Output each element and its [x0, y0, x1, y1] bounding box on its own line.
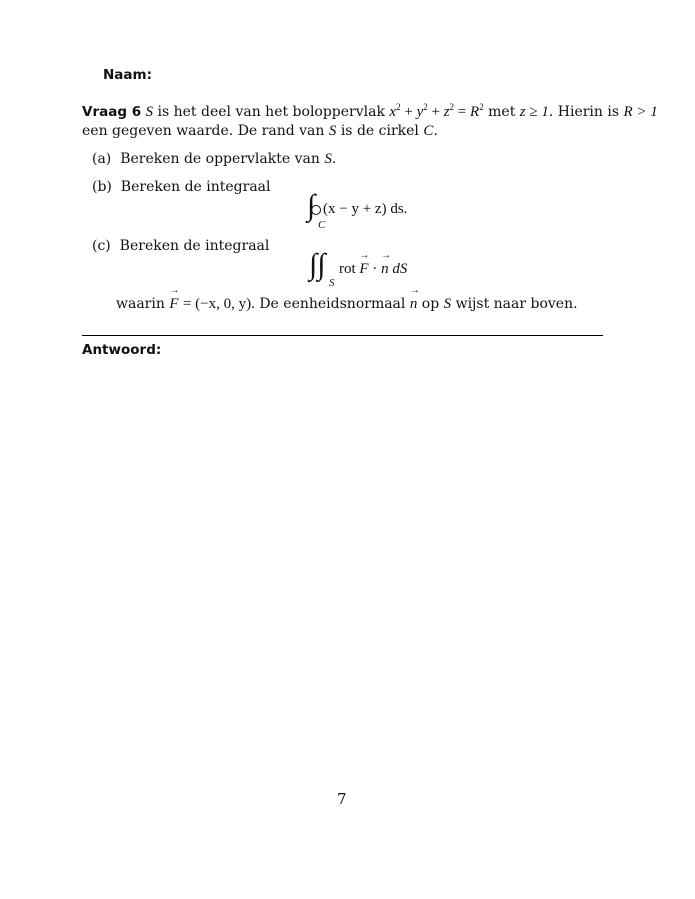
question-label: Vraag 6: [82, 104, 142, 120]
answer-label: Antwoord:: [82, 342, 162, 358]
part-b: (b) Bereken de integraal: [92, 179, 271, 195]
surface-integral-expression: rot → F · → n dS: [339, 261, 407, 278]
line-integral-expression: (x − y + z) ds.: [323, 201, 408, 217]
vector-n: → n: [410, 296, 418, 313]
part-a: (a) Bereken de oppervlakte van S.: [92, 151, 337, 167]
where-line: waarin → F = (−x, 0, y). De eenheidsnormaal → n op S wijst naar boven.: [116, 296, 578, 313]
double-integral-symbol: ∫∫: [309, 248, 326, 281]
page-number: 7: [337, 790, 347, 808]
question-line-2: een gegeven waarde. De rand van S is de cirkel C.: [82, 123, 438, 139]
r-condition: R > 1: [623, 104, 658, 120]
divider: [82, 335, 603, 336]
sphere-equation: $x^2 + y^2 + z^2 = R^2$: [389, 102, 484, 120]
contour-integral-symbol: ∫: [307, 189, 316, 222]
z-condition: z ≥ 1: [519, 104, 549, 120]
question-line-1: Vraag 6 S is het deel van het boloppervlak $x^2 + y^2 + z^2 = R^2$ met z ≥ 1. Hierin is R > 1: [82, 102, 658, 120]
vector-F: → F: [169, 296, 178, 313]
part-c: (c) Bereken de integraal: [92, 238, 270, 254]
name-label: Naam:: [103, 67, 152, 83]
contour-circle: [311, 205, 321, 215]
